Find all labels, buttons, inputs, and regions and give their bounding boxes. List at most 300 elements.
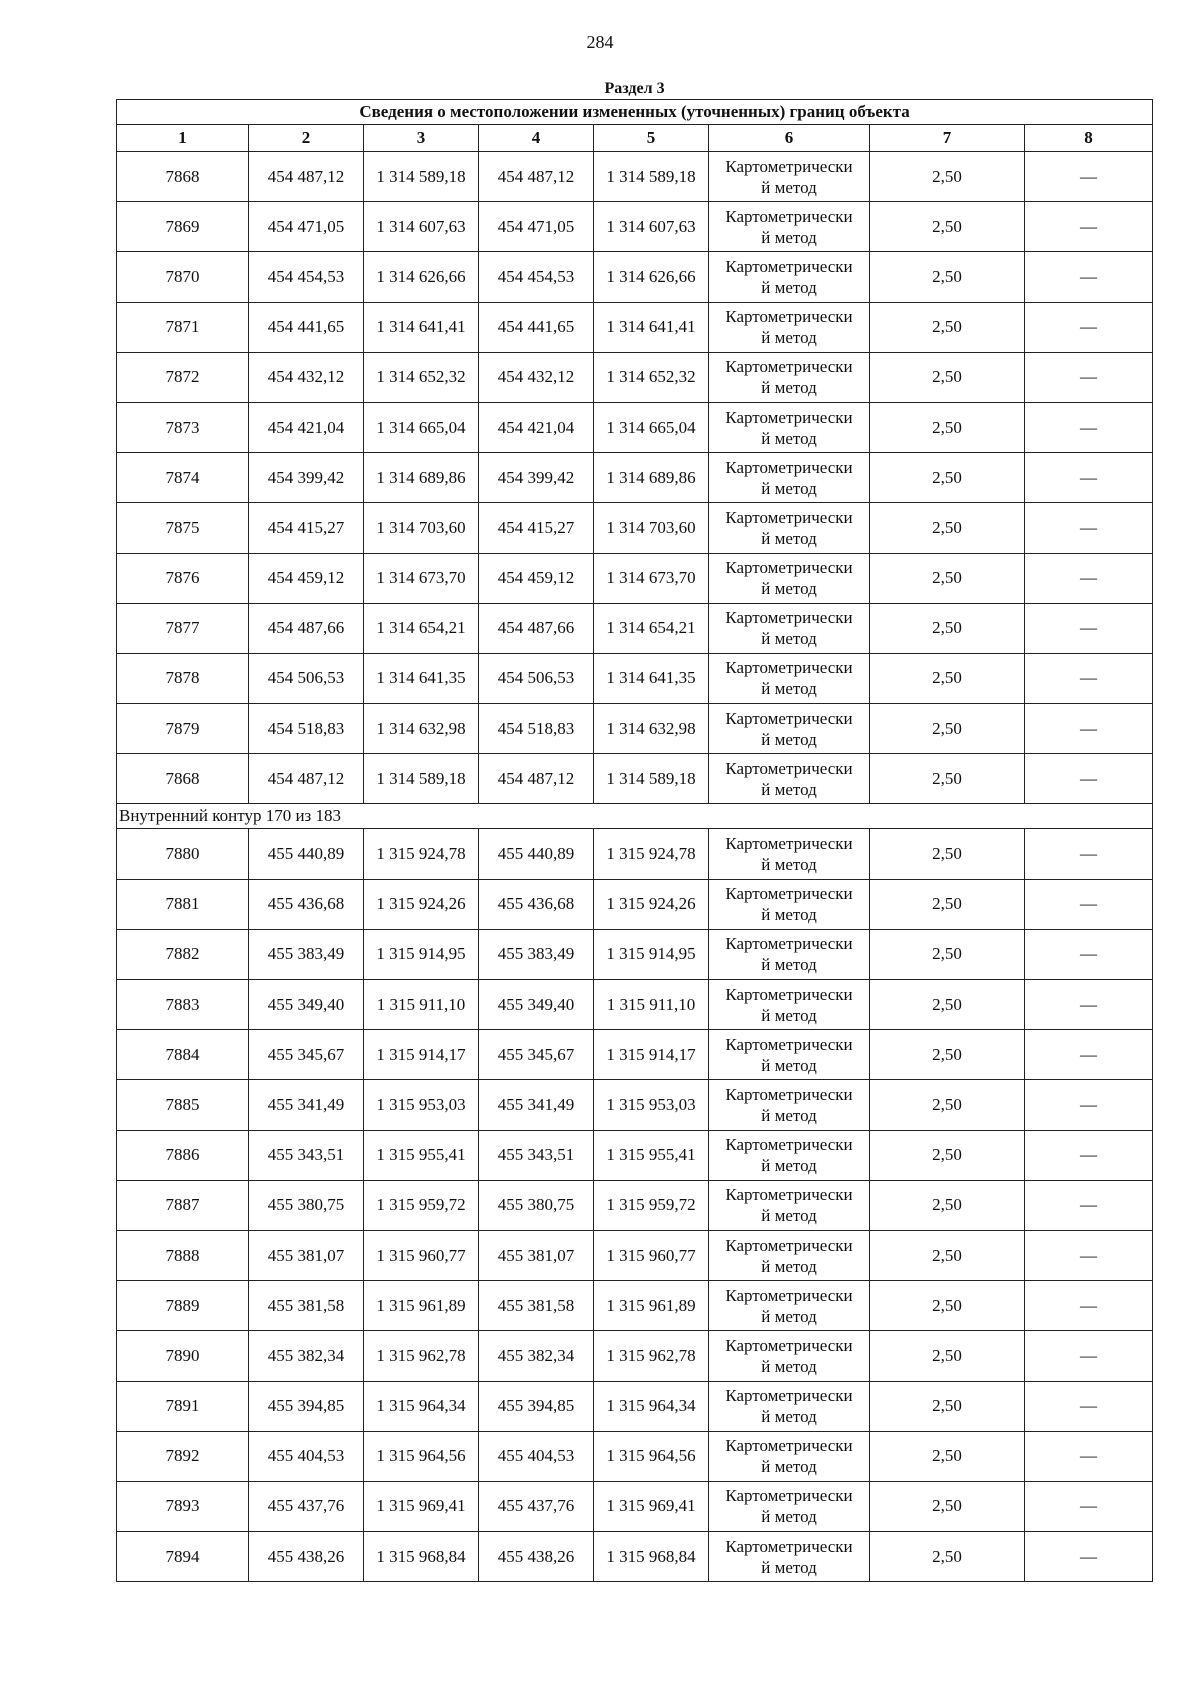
method-line: Картометрически xyxy=(725,307,853,327)
method-line: Картометрически xyxy=(725,1536,853,1556)
method-line: й метод xyxy=(761,1457,817,1477)
y-coordinate-refined-cell: 1 314 589,18 xyxy=(594,152,709,202)
y-coordinate-refined-cell: 1 315 924,26 xyxy=(594,879,709,929)
table-row xyxy=(117,402,1153,452)
point-number-cell: 7870 xyxy=(117,252,249,302)
method-line: й метод xyxy=(761,1356,817,1376)
method-line: й метод xyxy=(761,1156,817,1176)
table-row xyxy=(117,603,1153,653)
x-coordinate-refined-cell: 455 343,51 xyxy=(479,1130,594,1180)
x-coordinate-cell: 454 518,83 xyxy=(249,704,364,754)
point-number-cell: 7874 xyxy=(117,453,249,503)
point-number-cell: 7889 xyxy=(117,1281,249,1331)
y-coordinate-cell: 1 315 964,56 xyxy=(364,1431,479,1481)
method-line: й метод xyxy=(761,629,817,649)
x-coordinate-cell: 454 506,53 xyxy=(249,653,364,703)
point-number-cell: 7885 xyxy=(117,1080,249,1130)
description-cell: — xyxy=(1025,603,1153,653)
x-coordinate-cell: 455 383,49 xyxy=(249,929,364,979)
description-cell: — xyxy=(1025,1230,1153,1280)
x-coordinate-cell: 455 380,75 xyxy=(249,1180,364,1230)
accuracy-cell: 2,50 xyxy=(870,453,1025,503)
point-number-cell: 7879 xyxy=(117,704,249,754)
table-row xyxy=(117,1080,1153,1130)
method-cell xyxy=(709,202,870,252)
column-number: 6 xyxy=(709,125,870,152)
x-coordinate-refined-cell: 454 399,42 xyxy=(479,453,594,503)
x-coordinate-refined-cell: 455 381,58 xyxy=(479,1281,594,1331)
method-line: Картометрически xyxy=(725,1436,853,1456)
accuracy-cell: 2,50 xyxy=(870,1080,1025,1130)
method-line: й метод xyxy=(761,905,817,925)
description-cell: — xyxy=(1025,829,1153,879)
description-cell: — xyxy=(1025,1532,1153,1582)
y-coordinate-refined-cell: 1 315 960,77 xyxy=(594,1230,709,1280)
description-cell: — xyxy=(1025,1130,1153,1180)
table-row xyxy=(117,252,1153,302)
y-coordinate-refined-cell: 1 314 626,66 xyxy=(594,252,709,302)
method-line: Картометрически xyxy=(725,658,853,678)
point-number-cell: 7893 xyxy=(117,1481,249,1531)
description-cell: — xyxy=(1025,1281,1153,1331)
method-cell xyxy=(709,929,870,979)
method-cell xyxy=(709,1481,870,1531)
y-coordinate-refined-cell: 1 315 953,03 xyxy=(594,1080,709,1130)
y-coordinate-refined-cell: 1 315 964,56 xyxy=(594,1431,709,1481)
y-coordinate-cell: 1 315 968,84 xyxy=(364,1532,479,1582)
column-number-row xyxy=(117,125,1153,152)
x-coordinate-cell: 454 487,12 xyxy=(249,152,364,202)
table-row xyxy=(117,553,1153,603)
table-row xyxy=(117,980,1153,1030)
y-coordinate-refined-cell: 1 315 955,41 xyxy=(594,1130,709,1180)
description-cell: — xyxy=(1025,1481,1153,1531)
accuracy-cell: 2,50 xyxy=(870,302,1025,352)
table-row xyxy=(117,352,1153,402)
accuracy-cell: 2,50 xyxy=(870,603,1025,653)
accuracy-cell: 2,50 xyxy=(870,879,1025,929)
table-row xyxy=(117,1130,1153,1180)
point-number-cell: 7876 xyxy=(117,553,249,603)
method-line: Картометрически xyxy=(725,156,853,176)
x-coordinate-cell: 454 471,05 xyxy=(249,202,364,252)
method-line: й метод xyxy=(761,1407,817,1427)
y-coordinate-refined-cell: 1 315 914,17 xyxy=(594,1030,709,1080)
method-line: Картометрически xyxy=(725,984,853,1004)
table-row xyxy=(117,653,1153,703)
x-coordinate-cell: 455 349,40 xyxy=(249,980,364,1030)
x-coordinate-refined-cell: 455 381,07 xyxy=(479,1230,594,1280)
method-line: й метод xyxy=(761,955,817,975)
y-coordinate-cell: 1 314 689,86 xyxy=(364,453,479,503)
contour-label: Внутренний контур 170 из 183 xyxy=(117,804,1153,829)
method-cell xyxy=(709,1532,870,1582)
description-cell: — xyxy=(1025,1030,1153,1080)
method-line: Картометрически xyxy=(725,1235,853,1255)
x-coordinate-refined-cell: 455 345,67 xyxy=(479,1030,594,1080)
method-cell xyxy=(709,1030,870,1080)
y-coordinate-refined-cell: 1 315 914,95 xyxy=(594,929,709,979)
accuracy-cell: 2,50 xyxy=(870,754,1025,804)
x-coordinate-refined-cell: 455 436,68 xyxy=(479,879,594,929)
y-coordinate-refined-cell: 1 315 962,78 xyxy=(594,1331,709,1381)
description-cell: — xyxy=(1025,1180,1153,1230)
method-line: й метод xyxy=(761,1206,817,1226)
contour-header-row xyxy=(117,804,1153,829)
x-coordinate-refined-cell: 455 380,75 xyxy=(479,1180,594,1230)
table-row xyxy=(117,302,1153,352)
method-cell xyxy=(709,754,870,804)
accuracy-cell: 2,50 xyxy=(870,252,1025,302)
method-line: Картометрически xyxy=(725,558,853,578)
accuracy-cell: 2,50 xyxy=(870,1230,1025,1280)
method-cell xyxy=(709,302,870,352)
x-coordinate-refined-cell: 455 382,34 xyxy=(479,1331,594,1381)
method-cell xyxy=(709,1080,870,1130)
method-line: й метод xyxy=(761,679,817,699)
table-row xyxy=(117,453,1153,503)
description-cell: — xyxy=(1025,553,1153,603)
point-number-cell: 7887 xyxy=(117,1180,249,1230)
x-coordinate-refined-cell: 454 487,66 xyxy=(479,603,594,653)
y-coordinate-refined-cell: 1 314 652,32 xyxy=(594,352,709,402)
x-coordinate-refined-cell: 454 459,12 xyxy=(479,553,594,603)
accuracy-cell: 2,50 xyxy=(870,352,1025,402)
description-cell: — xyxy=(1025,754,1153,804)
point-number-cell: 7880 xyxy=(117,829,249,879)
x-coordinate-cell: 455 436,68 xyxy=(249,879,364,929)
table-row xyxy=(117,1431,1153,1481)
table-row xyxy=(117,829,1153,879)
method-line: Картометрически xyxy=(725,1335,853,1355)
method-cell xyxy=(709,352,870,402)
x-coordinate-cell: 455 404,53 xyxy=(249,1431,364,1481)
x-coordinate-cell: 454 487,12 xyxy=(249,754,364,804)
y-coordinate-cell: 1 315 924,78 xyxy=(364,829,479,879)
method-cell xyxy=(709,503,870,553)
description-cell: — xyxy=(1025,980,1153,1030)
y-coordinate-cell: 1 315 911,10 xyxy=(364,980,479,1030)
x-coordinate-cell: 454 415,27 xyxy=(249,503,364,553)
accuracy-cell: 2,50 xyxy=(870,980,1025,1030)
method-line: й метод xyxy=(761,1005,817,1025)
method-line: й метод xyxy=(761,729,817,749)
point-number-cell: 7872 xyxy=(117,352,249,402)
x-coordinate-cell: 455 438,26 xyxy=(249,1532,364,1582)
x-coordinate-refined-cell: 455 349,40 xyxy=(479,980,594,1030)
y-coordinate-refined-cell: 1 315 924,78 xyxy=(594,829,709,879)
method-line: Картометрически xyxy=(725,934,853,954)
accuracy-cell: 2,50 xyxy=(870,1130,1025,1180)
x-coordinate-cell: 455 381,58 xyxy=(249,1281,364,1331)
section-title: Раздел 3 xyxy=(604,80,665,97)
table-row xyxy=(117,929,1153,979)
point-number-cell: 7878 xyxy=(117,653,249,703)
y-coordinate-refined-cell: 1 314 632,98 xyxy=(594,704,709,754)
method-cell xyxy=(709,553,870,603)
description-cell: — xyxy=(1025,1331,1153,1381)
y-coordinate-cell: 1 315 914,17 xyxy=(364,1030,479,1080)
y-coordinate-refined-cell: 1 314 641,41 xyxy=(594,302,709,352)
accuracy-cell: 2,50 xyxy=(870,1532,1025,1582)
x-coordinate-cell: 455 343,51 xyxy=(249,1130,364,1180)
method-line: й метод xyxy=(761,428,817,448)
method-line: й метод xyxy=(761,1557,817,1577)
table-row xyxy=(117,704,1153,754)
accuracy-cell: 2,50 xyxy=(870,503,1025,553)
y-coordinate-refined-cell: 1 314 673,70 xyxy=(594,553,709,603)
accuracy-cell: 2,50 xyxy=(870,704,1025,754)
x-coordinate-cell: 455 341,49 xyxy=(249,1080,364,1130)
point-number-cell: 7886 xyxy=(117,1130,249,1180)
method-line: й метод xyxy=(761,227,817,247)
x-coordinate-refined-cell: 455 404,53 xyxy=(479,1431,594,1481)
y-coordinate-cell: 1 315 962,78 xyxy=(364,1331,479,1381)
description-cell: — xyxy=(1025,879,1153,929)
y-coordinate-cell: 1 314 654,21 xyxy=(364,603,479,653)
method-line: й метод xyxy=(761,177,817,197)
method-line: Картометрически xyxy=(725,507,853,527)
method-cell xyxy=(709,1381,870,1431)
x-coordinate-refined-cell: 454 441,65 xyxy=(479,302,594,352)
y-coordinate-cell: 1 315 964,34 xyxy=(364,1381,479,1431)
description-cell: — xyxy=(1025,653,1153,703)
y-coordinate-cell: 1 314 626,66 xyxy=(364,252,479,302)
x-coordinate-cell: 454 459,12 xyxy=(249,553,364,603)
point-number-cell: 7884 xyxy=(117,1030,249,1080)
x-coordinate-refined-cell: 455 438,26 xyxy=(479,1532,594,1582)
table-row xyxy=(117,1381,1153,1431)
x-coordinate-refined-cell: 454 487,12 xyxy=(479,152,594,202)
method-cell xyxy=(709,1180,870,1230)
x-coordinate-refined-cell: 454 506,53 xyxy=(479,653,594,703)
method-line: Картометрически xyxy=(725,1486,853,1506)
x-coordinate-refined-cell: 454 421,04 xyxy=(479,402,594,452)
point-number-cell: 7868 xyxy=(117,754,249,804)
accuracy-cell: 2,50 xyxy=(870,1030,1025,1080)
point-number-cell: 7891 xyxy=(117,1381,249,1431)
y-coordinate-cell: 1 315 969,41 xyxy=(364,1481,479,1531)
method-line: Картометрически xyxy=(725,708,853,728)
y-coordinate-refined-cell: 1 315 964,34 xyxy=(594,1381,709,1431)
method-line: Картометрически xyxy=(725,256,853,276)
point-number-cell: 7873 xyxy=(117,402,249,452)
method-line: Картометрически xyxy=(725,758,853,778)
method-line: й метод xyxy=(761,1256,817,1276)
method-line: й метод xyxy=(761,1105,817,1125)
method-line: й метод xyxy=(761,528,817,548)
method-line: й метод xyxy=(761,277,817,297)
accuracy-cell: 2,50 xyxy=(870,1331,1025,1381)
method-cell xyxy=(709,1130,870,1180)
method-line: Картометрически xyxy=(725,1386,853,1406)
y-coordinate-refined-cell: 1 314 654,21 xyxy=(594,603,709,653)
description-cell: — xyxy=(1025,704,1153,754)
method-line: Картометрически xyxy=(725,407,853,427)
method-line: Картометрически xyxy=(725,608,853,628)
method-line: Картометрически xyxy=(725,1135,853,1155)
table-body xyxy=(117,152,1153,1582)
page-number: 284 xyxy=(586,32,614,52)
column-number: 8 xyxy=(1025,125,1153,152)
point-number-cell: 7869 xyxy=(117,202,249,252)
description-cell: — xyxy=(1025,1080,1153,1130)
description-cell: — xyxy=(1025,1431,1153,1481)
y-coordinate-refined-cell: 1 314 589,18 xyxy=(594,754,709,804)
column-number: 2 xyxy=(249,125,364,152)
description-cell: — xyxy=(1025,929,1153,979)
table-row xyxy=(117,879,1153,929)
method-line: й метод xyxy=(761,855,817,875)
y-coordinate-cell: 1 315 924,26 xyxy=(364,879,479,929)
method-line: й метод xyxy=(761,1306,817,1326)
table-title: Сведения о местоположении измененных (уточненных) границ объекта xyxy=(117,100,1153,125)
x-coordinate-cell: 455 381,07 xyxy=(249,1230,364,1280)
method-cell xyxy=(709,252,870,302)
table-row xyxy=(117,152,1153,202)
table-row xyxy=(117,1481,1153,1531)
y-coordinate-cell: 1 315 961,89 xyxy=(364,1281,479,1331)
method-line: Картометрически xyxy=(725,1084,853,1104)
accuracy-cell: 2,50 xyxy=(870,1481,1025,1531)
method-line: й метод xyxy=(761,1507,817,1527)
method-cell xyxy=(709,152,870,202)
y-coordinate-cell: 1 314 632,98 xyxy=(364,704,479,754)
column-number: 1 xyxy=(117,125,249,152)
table-row xyxy=(117,503,1153,553)
accuracy-cell: 2,50 xyxy=(870,653,1025,703)
method-cell xyxy=(709,704,870,754)
x-coordinate-refined-cell: 454 487,12 xyxy=(479,754,594,804)
x-coordinate-refined-cell: 455 437,76 xyxy=(479,1481,594,1531)
method-line: Картометрически xyxy=(725,1034,853,1054)
point-number-cell: 7883 xyxy=(117,980,249,1030)
point-number-cell: 7882 xyxy=(117,929,249,979)
x-coordinate-cell: 454 454,53 xyxy=(249,252,364,302)
description-cell: — xyxy=(1025,402,1153,452)
method-cell xyxy=(709,879,870,929)
boundary-coordinates-table xyxy=(116,79,1153,1582)
description-cell: — xyxy=(1025,503,1153,553)
x-coordinate-cell: 455 440,89 xyxy=(249,829,364,879)
method-line: й метод xyxy=(761,779,817,799)
y-coordinate-refined-cell: 1 314 641,35 xyxy=(594,653,709,703)
point-number-cell: 7871 xyxy=(117,302,249,352)
x-coordinate-cell: 455 394,85 xyxy=(249,1381,364,1431)
table-row xyxy=(117,1030,1153,1080)
y-coordinate-cell: 1 315 960,77 xyxy=(364,1230,479,1280)
accuracy-cell: 2,50 xyxy=(870,1281,1025,1331)
method-cell xyxy=(709,1230,870,1280)
x-coordinate-cell: 454 487,66 xyxy=(249,603,364,653)
method-cell xyxy=(709,829,870,879)
x-coordinate-cell: 454 399,42 xyxy=(249,453,364,503)
table-row xyxy=(117,1180,1153,1230)
y-coordinate-cell: 1 314 652,32 xyxy=(364,352,479,402)
method-line: Картометрически xyxy=(725,884,853,904)
description-cell: — xyxy=(1025,453,1153,503)
point-number-cell: 7868 xyxy=(117,152,249,202)
method-cell xyxy=(709,653,870,703)
y-coordinate-cell: 1 314 673,70 xyxy=(364,553,479,603)
x-coordinate-cell: 454 441,65 xyxy=(249,302,364,352)
table-row xyxy=(117,1281,1153,1331)
x-coordinate-cell: 454 432,12 xyxy=(249,352,364,402)
description-cell: — xyxy=(1025,202,1153,252)
accuracy-cell: 2,50 xyxy=(870,929,1025,979)
x-coordinate-refined-cell: 454 518,83 xyxy=(479,704,594,754)
x-coordinate-refined-cell: 455 341,49 xyxy=(479,1080,594,1130)
y-coordinate-refined-cell: 1 314 703,60 xyxy=(594,503,709,553)
y-coordinate-cell: 1 314 589,18 xyxy=(364,152,479,202)
method-line: Картометрически xyxy=(725,834,853,854)
method-line: й метод xyxy=(761,579,817,599)
x-coordinate-refined-cell: 454 415,27 xyxy=(479,503,594,553)
method-cell xyxy=(709,402,870,452)
y-coordinate-refined-cell: 1 315 961,89 xyxy=(594,1281,709,1331)
y-coordinate-cell: 1 314 641,41 xyxy=(364,302,479,352)
y-coordinate-refined-cell: 1 315 969,41 xyxy=(594,1481,709,1531)
column-number: 3 xyxy=(364,125,479,152)
description-cell: — xyxy=(1025,352,1153,402)
method-cell xyxy=(709,1281,870,1331)
method-line: й метод xyxy=(761,478,817,498)
method-line: й метод xyxy=(761,378,817,398)
y-coordinate-refined-cell: 1 315 968,84 xyxy=(594,1532,709,1582)
method-cell xyxy=(709,1431,870,1481)
point-number-cell: 7890 xyxy=(117,1331,249,1381)
y-coordinate-cell: 1 315 955,41 xyxy=(364,1130,479,1180)
table-row xyxy=(117,1331,1153,1381)
method-cell xyxy=(709,603,870,653)
table-row xyxy=(117,754,1153,804)
method-line: й метод xyxy=(761,328,817,348)
y-coordinate-refined-cell: 1 315 911,10 xyxy=(594,980,709,1030)
x-coordinate-cell: 454 421,04 xyxy=(249,402,364,452)
method-cell xyxy=(709,980,870,1030)
method-cell xyxy=(709,453,870,503)
y-coordinate-cell: 1 314 607,63 xyxy=(364,202,479,252)
method-line: Картометрически xyxy=(725,1185,853,1205)
y-coordinate-cell: 1 314 641,35 xyxy=(364,653,479,703)
table-row xyxy=(117,1532,1153,1582)
method-line: Картометрически xyxy=(725,1285,853,1305)
accuracy-cell: 2,50 xyxy=(870,553,1025,603)
accuracy-cell: 2,50 xyxy=(870,829,1025,879)
y-coordinate-cell: 1 315 959,72 xyxy=(364,1180,479,1230)
method-line: Картометрически xyxy=(725,206,853,226)
method-line: Картометрически xyxy=(725,357,853,377)
column-number: 4 xyxy=(479,125,594,152)
y-coordinate-refined-cell: 1 314 607,63 xyxy=(594,202,709,252)
x-coordinate-cell: 455 345,67 xyxy=(249,1030,364,1080)
x-coordinate-refined-cell: 455 440,89 xyxy=(479,829,594,879)
x-coordinate-refined-cell: 454 471,05 xyxy=(479,202,594,252)
x-coordinate-cell: 455 382,34 xyxy=(249,1331,364,1381)
table-row xyxy=(117,202,1153,252)
column-number: 7 xyxy=(870,125,1025,152)
method-cell xyxy=(709,1331,870,1381)
point-number-cell: 7892 xyxy=(117,1431,249,1481)
accuracy-cell: 2,50 xyxy=(870,1431,1025,1481)
description-cell: — xyxy=(1025,302,1153,352)
description-cell: — xyxy=(1025,1381,1153,1431)
point-number-cell: 7881 xyxy=(117,879,249,929)
accuracy-cell: 2,50 xyxy=(870,1381,1025,1431)
point-number-cell: 7877 xyxy=(117,603,249,653)
point-number-cell: 7875 xyxy=(117,503,249,553)
y-coordinate-cell: 1 315 953,03 xyxy=(364,1080,479,1130)
